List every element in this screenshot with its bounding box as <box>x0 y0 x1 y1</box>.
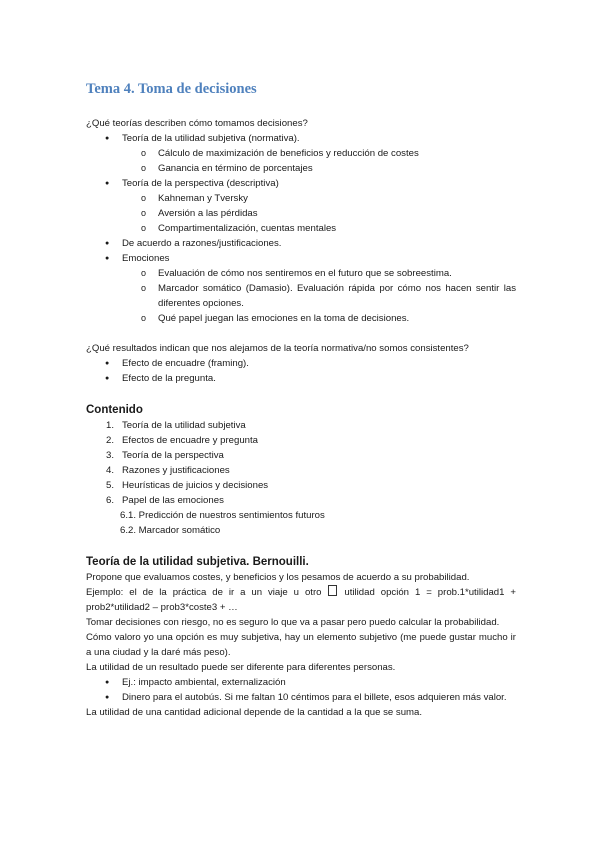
paragraph: La utilidad de un resultado puede ser diferente para diferentes personas. <box>86 662 396 673</box>
contenido-list <box>86 418 516 538</box>
contenido-heading: Contenido <box>86 404 143 416</box>
list-item: 2. Efectos de encuadre y pregunta <box>106 435 259 446</box>
results-list <box>86 356 516 386</box>
list-item: ● Teoría de la utilidad subjetiva (normativa). <box>86 131 516 146</box>
list-item: ● Emociones <box>86 251 516 266</box>
section-theories <box>86 116 516 326</box>
list-item: o Evaluación de cómo nos sentiremos en el futuro que se sobreestima. <box>86 266 516 281</box>
list-item: o Ganancia en término de porcentajes <box>86 161 516 176</box>
paragraph: La utilidad de una cantidad adicional depende de la cantidad a la que se suma. <box>86 707 423 718</box>
list-item: o Marcador somático (Damasio). Evaluación rápida por cómo nos hacen sentir las diferentes opciones. <box>86 281 516 311</box>
list-item: 6.2. Marcador somático <box>120 525 221 536</box>
list-item: ● Dinero para el autobús. Si me faltan 10 céntimos para el billete, esos adquieren más valor. <box>86 690 516 705</box>
list-item: 6.1. Predicción de nuestros sentimientos futuros <box>120 510 325 521</box>
page-title: Tema 4. Toma de decisiones <box>86 81 257 97</box>
question-results: ¿Qué resultados indican que nos alejamos de la teoría normativa/no somos consistentes? <box>86 343 469 354</box>
list-item: 1. Teoría de la utilidad subjetiva <box>106 420 246 431</box>
paragraph: Tomar decisiones con riesgo, no es seguro lo que va a pasar pero puedo calcular la probabilidad. <box>86 617 500 628</box>
question-theories: ¿Qué teorías describen cómo tomamos decisiones? <box>86 118 308 129</box>
utilidad-list <box>86 675 516 705</box>
list-item: o Kahneman y Tversky <box>86 191 516 206</box>
missing-glyph-icon <box>328 585 337 596</box>
list-item: o Cálculo de maximización de beneficios y reducción de costes <box>86 146 516 161</box>
list-item: o Aversión a las pérdidas <box>86 206 516 221</box>
list-item: ● Efecto de la pregunta. <box>86 371 516 386</box>
list-item: 6. Papel de las emociones <box>106 495 224 506</box>
list-item: o Qué papel juegan las emociones en la toma de decisiones. <box>86 311 516 326</box>
list-item: ● Efecto de encuadre (framing). <box>86 356 516 371</box>
section-contenido <box>86 402 516 538</box>
paragraph: Cómo valoro yo una opción es muy subjetiva, hay un elemento subjetivo (me puede gustar mucho ir a una ciudad y la daré más peso). <box>86 632 516 658</box>
section-utilidad <box>86 554 516 720</box>
list-item: ● De acuerdo a razones/justificaciones. <box>86 236 516 251</box>
utilidad-heading: Teoría de la utilidad subjetiva. Bernouilli. <box>86 556 309 568</box>
list-item: ● Ej.: impacto ambiental, externalización <box>86 675 516 690</box>
list-item: ● Teoría de la perspectiva (descriptiva) <box>86 176 516 191</box>
section-results <box>86 341 516 386</box>
paragraph: Ejemplo: el de la práctica de ir a un viaje u otro utilidad opción 1 = prob.1*utilidad1 + prob2*utilidad2 – prob3*coste3 + … <box>86 587 517 613</box>
list-item: 5. Heurísticas de juicios y decisiones <box>106 480 269 491</box>
list-item: 4. Razones y justificaciones <box>106 465 230 476</box>
list-item: 3. Teoría de la perspectiva <box>106 450 224 461</box>
theories-list <box>86 131 516 326</box>
list-item: o Compartimentalización, cuentas mentales <box>86 221 516 236</box>
paragraph: Propone que evaluamos costes, y beneficios y los pesamos de acuerdo a su probabilidad. <box>86 572 470 583</box>
